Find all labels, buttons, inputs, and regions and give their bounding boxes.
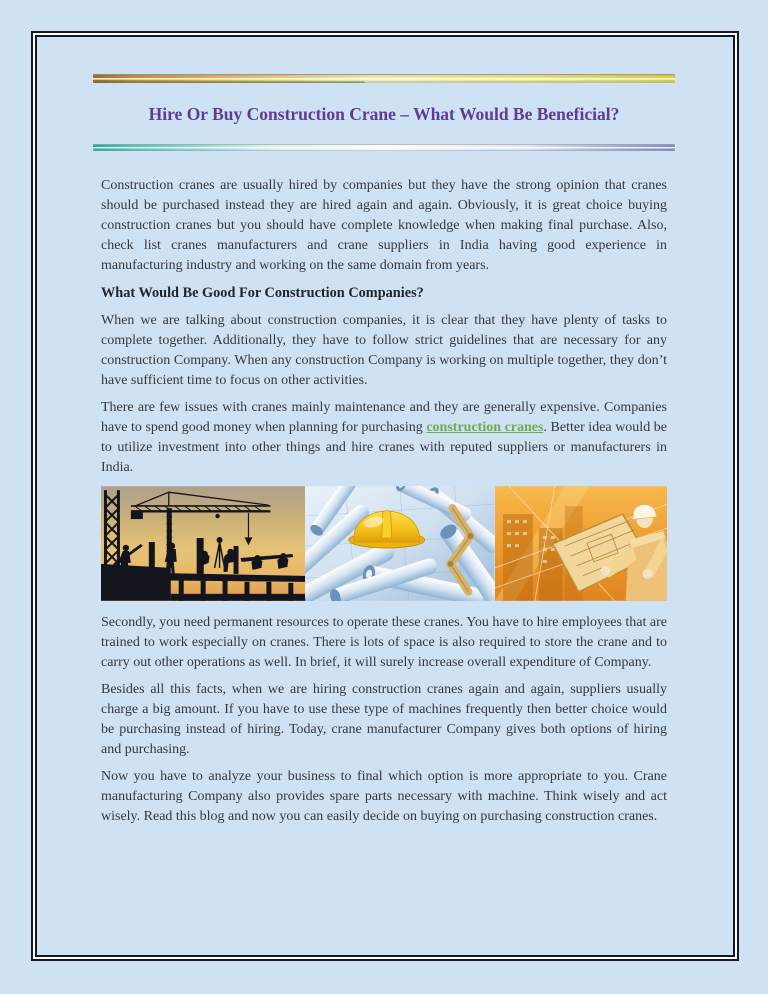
paragraph-companies: When we are talking about construction companies, it is clear that they have plenty of tasks to complete together. Additionally, they have to follow strict guidelines that are necessary for any construction Company. When any construction Company is working on multiple together, they don’t have sufficient time to focus on other activities. bbox=[101, 313, 667, 388]
page-title: Hire Or Buy Construction Crane – What Would Be Beneficial? bbox=[148, 104, 620, 124]
photo-hardhat-blueprints bbox=[305, 486, 494, 601]
photo-construction-site bbox=[101, 486, 305, 601]
decorative-rule-top bbox=[93, 74, 675, 83]
construction-cranes-link[interactable]: construction cranes bbox=[426, 420, 544, 435]
photo-engineer-blueprint bbox=[495, 486, 667, 601]
paragraph-issues bbox=[101, 398, 667, 478]
decorative-rule-under-title bbox=[93, 144, 675, 151]
construction-collage-image bbox=[101, 486, 667, 601]
issues-text-before-link: There are few issues with cranes mainly maintenance and they are generally expensive. Companies have to spend good money when planning for purchasing bbox=[101, 400, 667, 435]
document-content-area bbox=[35, 35, 735, 957]
paragraph-secondly: Secondly, you need permanent resources to operate these cranes. You have to hire employees that are trained to work especially on cranes. There is lots of space is also required to store the crane and to carry out other operations as well. In brief, it will surely increase overall expenditure of Company. bbox=[101, 615, 667, 670]
section-heading: What Would Be Good For Construction Companies? bbox=[101, 285, 424, 301]
paragraph-now: Now you have to analyze your business to final which option is more appropriate to you. Crane manufacturing Company also provides spare parts necessary with machine. Think wisely and act wisely. Read this blog and now you can easily decide on buying on purchasing construction cranes. bbox=[101, 769, 667, 824]
paragraph-besides: Besides all this facts, when we are hiring construction cranes again and again, suppliers usually charge a big amount. If you have to use these type of machines frequently then better choice would be purchasing instead of hiring. Today, crane manufacturer Company gives both options of hiring and purchasing. bbox=[101, 682, 667, 757]
document-page-border bbox=[31, 31, 739, 961]
page-border-gap bbox=[33, 33, 737, 959]
paragraph-intro: Construction cranes are usually hired by companies but they have the strong opinion that cranes should be purchased instead they are hired again and again. Obviously, it is great choice buying construction cranes but you should have complete knowledge when making final purchase. Also, check list cranes manufacturers and crane suppliers in India having good experience in manufacturing industry and working on the same domain from years. bbox=[101, 178, 667, 273]
issues-text-after-link: . Better idea would be to utilize investment into other things and hire cranes with reputed suppliers or manufacturers in India. bbox=[101, 420, 667, 475]
